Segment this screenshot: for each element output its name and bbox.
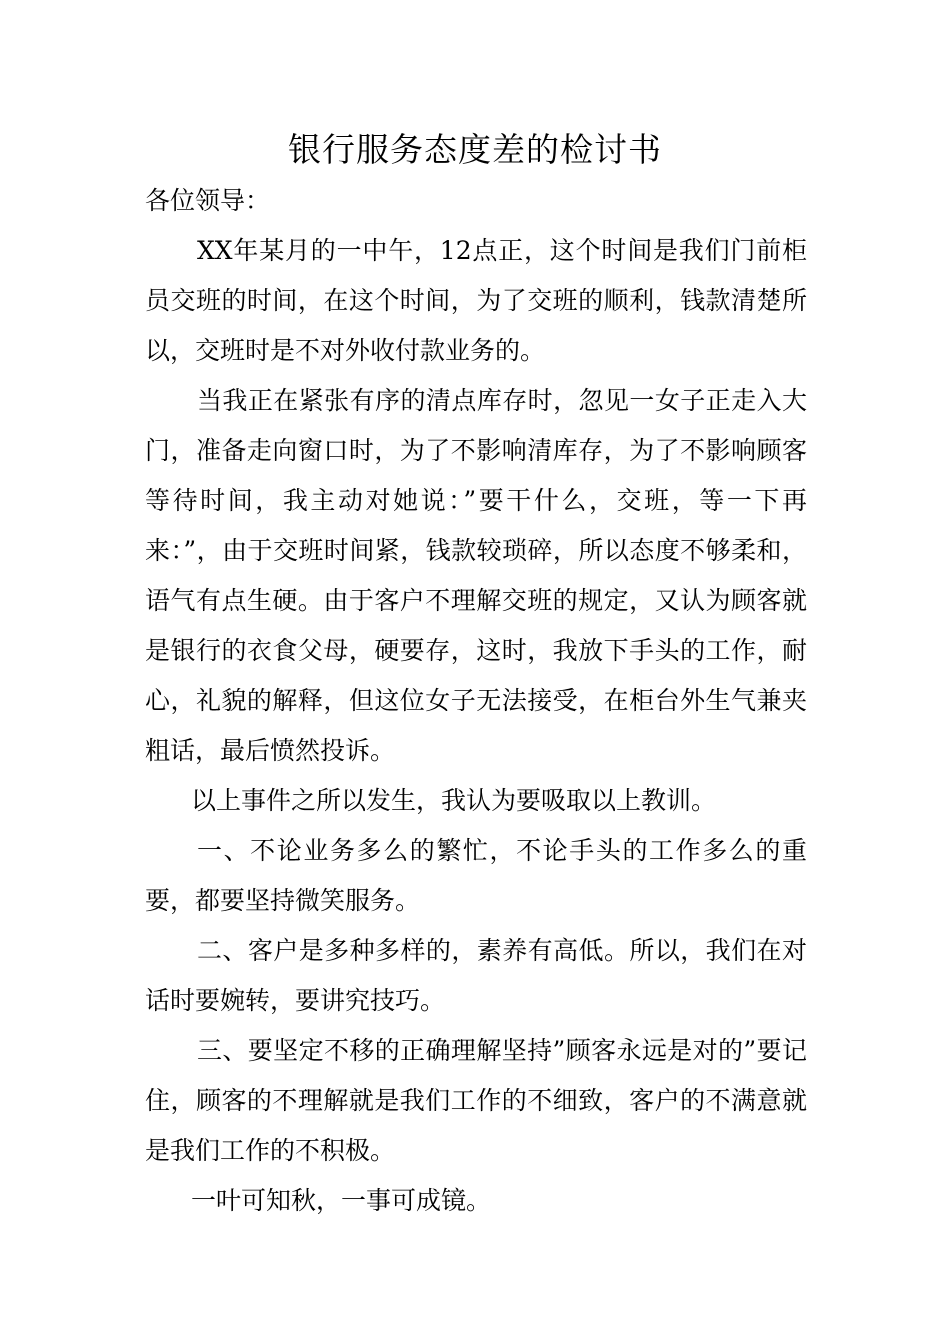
paragraph-3: 以上事件之所以发生，我认为要吸取以上教训。 xyxy=(191,786,717,815)
salutation: 各位领导： xyxy=(145,186,271,215)
paragraph-1: XX年某月的一中午，12点正，这个时间是我们门前柜员交班的时间，在这个时间，为了交班的顺利，钱款清楚所以，交班时是不对外收付款业务的。 xyxy=(145,236,807,365)
paragraph-5: 二、客户是多种多样的，素养有高低。所以，我们在对话时要婉转，要讲究技巧。 xyxy=(145,936,807,1015)
paragraph-7: 一叶可知秋，一事可成镜。 xyxy=(191,1186,492,1215)
paragraph-6: 三、要坚定不移的正确理解坚持”顾客永远是对的”要记住，顾客的不理解就是我们工作的不细致，客户的不满意就是我们工作的不积极。 xyxy=(145,1036,807,1165)
document-title: 银行服务态度差的检讨书 xyxy=(288,130,662,169)
paragraph-2: 当我正在紧张有序的清点库存时，忽见一女子正走入大门，准备走向窗口时，为了不影响清库存，为了不影响顾客等待时间，我主动对她说：”要干什么，交班，等一下再来：”，由于交班时间紧，钱款较琐碎，所以态度不够柔和，语气有点生硬。由于客户不理解交班的规定，又认为顾客就是银行的衣食父母，硬要存，这时，我放下手头的工作，耐心，礼貌的解释，但这位女子无法接受，在柜台外生气兼夹粗话，最后愤然投诉。 xyxy=(145,386,807,765)
document-body xyxy=(145,176,807,1226)
paragraph-4: 一、不论业务多么的繁忙，不论手头的工作多么的重要，都要坚持微笑服务。 xyxy=(145,836,807,915)
